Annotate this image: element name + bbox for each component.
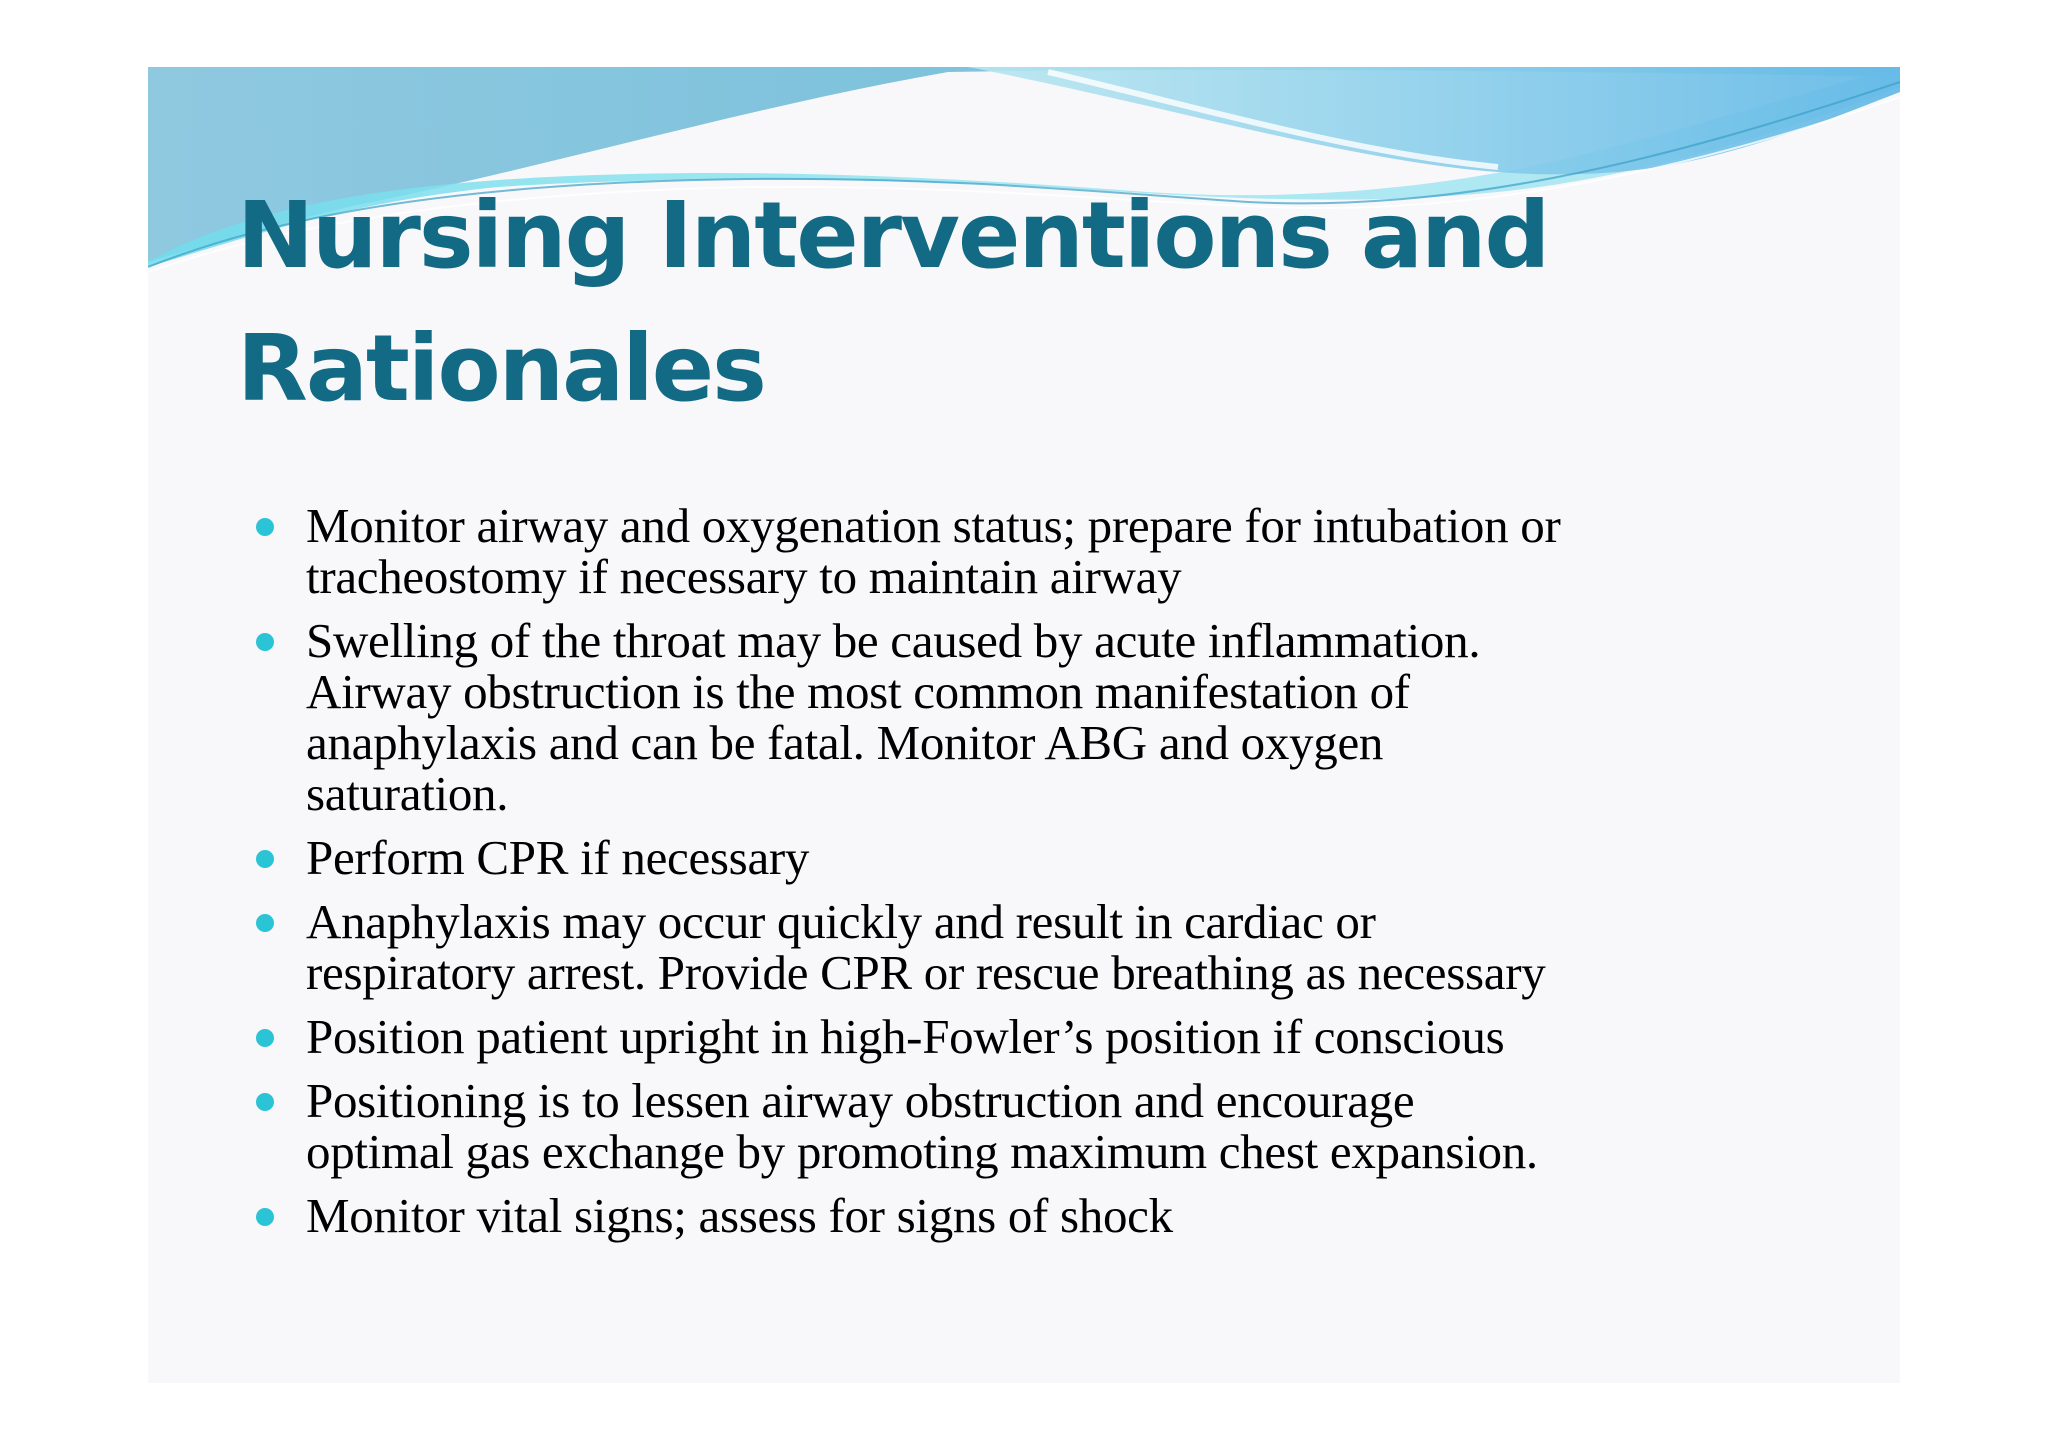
bullet-line: Monitor airway and oxygenation status; prepare for intubation or [306, 498, 1561, 553]
bullet-line: Airway obstruction is the most common manifestation of [306, 664, 1410, 719]
bullet-dot-icon [256, 1208, 274, 1226]
bullet-line: Positioning is to lessen airway obstruction and encourage [306, 1073, 1415, 1128]
bullet-dot-icon [256, 633, 274, 651]
bullet-item [306, 1011, 1866, 1062]
bullet-line: optimal gas exchange by promoting maximum chest expansion. [306, 1124, 1538, 1179]
bullet-line: Swelling of the throat may be caused by acute inflammation. [306, 613, 1481, 668]
slide [148, 67, 1900, 1383]
bullet-line: Position patient upright in high-Fowler’s position if conscious [306, 1009, 1505, 1064]
bullet-line: tracheostomy if necessary to maintain airway [306, 549, 1182, 604]
bullet-dot-icon [256, 1029, 274, 1047]
bullet-line: anaphylaxis and can be fatal. Monitor ABG and oxygen [306, 715, 1384, 770]
bullet-item [306, 500, 1866, 602]
bullet-item [306, 896, 1866, 998]
slide-title-line-2: Rationales [237, 315, 765, 422]
bullet-item [306, 832, 1866, 883]
bullet-dot-icon [256, 518, 274, 536]
slide-title-line-1: Nursing Interventions and [237, 182, 1549, 289]
bullet-dot-icon [256, 1093, 274, 1111]
bullet-dot-icon [256, 914, 274, 932]
bullet-item [306, 1075, 1866, 1177]
bullet-line: saturation. [306, 766, 509, 821]
bullet-item [306, 1190, 1866, 1241]
bullet-line: Anaphylaxis may occur quickly and result in cardiac or [306, 894, 1376, 949]
bullet-line: Perform CPR if necessary [306, 830, 810, 885]
bullet-line: Monitor vital signs; assess for signs of shock [306, 1188, 1173, 1243]
bullet-list [306, 500, 1866, 1254]
bullet-line: respiratory arrest. Provide CPR or rescue breathing as necessary [306, 945, 1546, 1000]
slide-title [237, 169, 1737, 435]
bullet-item [306, 615, 1866, 819]
bullet-dot-icon [256, 850, 274, 868]
